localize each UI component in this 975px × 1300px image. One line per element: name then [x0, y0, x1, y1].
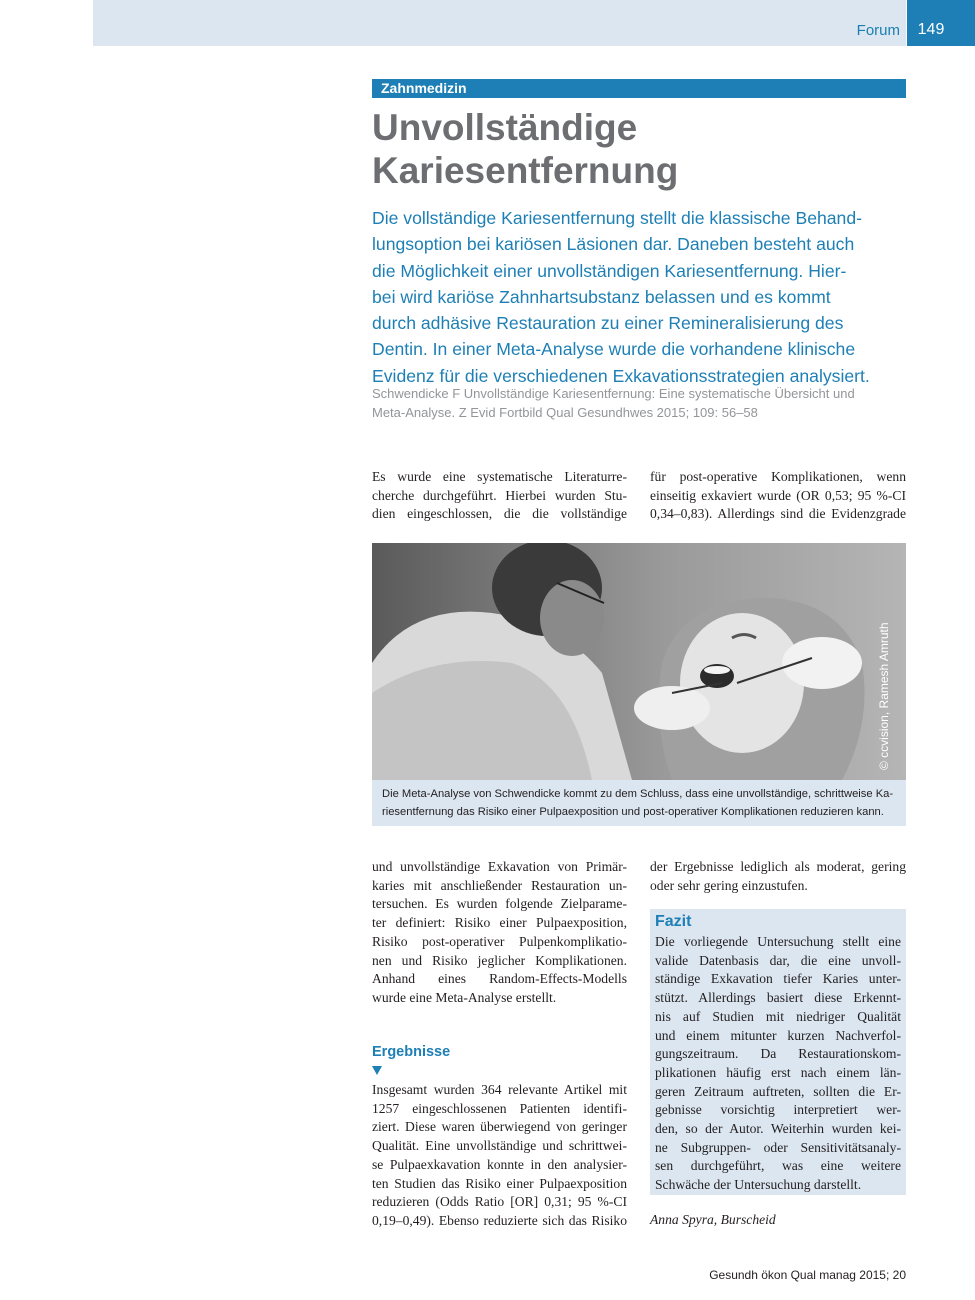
text-line: für post-operative Komplikationen, wenn [650, 469, 906, 484]
lead-line: bei wird kariöse Zahnhartsubstanz belassen und es kommt [372, 286, 831, 307]
caption-line: riesentfernung das Risiko einer Pulpaexposition und post-operativer Komplikationen reduzieren kann. [382, 805, 884, 818]
intro-left-column [372, 468, 627, 524]
intro-right-column [650, 468, 906, 524]
text-line: der Ergebnisse lediglich als moderat, gering [650, 859, 906, 874]
body-right-column [650, 858, 906, 895]
text-line: und unvollständige Exkavation von Primär- [372, 859, 627, 874]
category-label: Zahnmedizin [372, 79, 906, 98]
photo-credit: © ccvision, Ramesh Amruth [877, 622, 891, 770]
citation-line: Meta-Analyse. Z Evid Fortbild Qual Gesundhwes 2015; 109: 56–58 [372, 404, 758, 420]
text-line: ständige Exkavation tiefer Karies unter- [655, 971, 901, 987]
text-line: 0,19–0,49). Ebenso reduzierte sich das Risiko [372, 1212, 627, 1228]
text-line: dien eingeschlossen, die die vollständige [372, 506, 627, 522]
lead-paragraph [372, 205, 917, 389]
lead-line: durch adhäsive Restauration zu einer Remineralisierung des [372, 313, 844, 334]
fazit-heading: Fazit [655, 913, 692, 930]
text-line: valide Datenbasis dar, die eine unvoll- [655, 952, 901, 968]
author: Anna Spyra, Burscheid [650, 1212, 776, 1227]
text-line: nen und Risiko jeglicher Komplikationen. [372, 952, 627, 968]
text-line: plikationen häufig erst nach einem län- [655, 1064, 901, 1080]
footer-citation: Gesundh ökon Qual manag 2015; 20 [709, 1268, 906, 1282]
text-line: geren Zeitraum auftreten, sollten die Er- [655, 1083, 901, 1099]
lead-line: Evidenz für die verschiedenen Exkavationsstrategien analysiert. [372, 365, 870, 386]
fazit-text [655, 933, 901, 1195]
text-line: Insgesamt wurden 364 relevante Artikel mit [372, 1082, 627, 1097]
title-line: Unvollständige [372, 107, 638, 148]
text-line: Es wurde eine systematische Literaturre- [372, 469, 627, 484]
lead-line: lungsoption bei kariösen Läsionen dar. Daneben besteht auch [372, 234, 855, 255]
text-line: gungszeitraum. Da Restaurationskom- [655, 1046, 901, 1062]
citation [372, 385, 917, 422]
ergebnisse-text [372, 1081, 627, 1231]
text-line: cherche durchgeführt. Hierbei wurden Stu- [372, 487, 627, 503]
article-title [372, 106, 912, 192]
lead-line: die Möglichkeit einer unvollständigen Kariesentfernung. Hier- [372, 260, 847, 281]
text-line: sen durchgeführt, was eine weitere [655, 1158, 901, 1174]
text-line: Risiko post-operativer Pulpenkomplikatio- [372, 933, 627, 949]
text-line: einseitig exkaviert wurde (OR 0,53; 95 %-CI [650, 487, 906, 503]
text-line: stützt. Allerdings basiert diese Erkennt- [655, 990, 901, 1006]
lead-line: Die vollständige Kariesentfernung stellt die klassische Behand- [372, 208, 862, 228]
text-line: oder sehr gering einzustufen. [650, 877, 808, 893]
text-line: gebnisse vorsichtig interpretiert wer- [655, 1102, 901, 1118]
body-left-column [372, 858, 627, 1008]
text-line: reduzieren (Odds Ratio [OR] 0,31; 95 %-CI [372, 1194, 627, 1210]
dentist-photo [372, 543, 906, 780]
caption-line: Die Meta-Analyse von Schwendicke kommt zu dem Schluss, dass eine unvollständige, schrittweise Ka- [382, 788, 894, 800]
title-line: Kariesentfernung [372, 150, 679, 191]
page-number: 149 [917, 21, 945, 38]
text-line: Qualität. Eine unvollständige und schrittwei- [372, 1138, 627, 1154]
text-line: Schwäche der Untersuchung darstellt. [655, 1177, 862, 1193]
header-band [93, 0, 906, 46]
text-line: ne Subgruppen- oder Sensitivitätsanaly- [655, 1139, 901, 1155]
text-line: Die vorliegende Untersuchung stellt eine [655, 934, 901, 949]
page-number-box [907, 0, 975, 46]
figure-caption [372, 780, 906, 826]
text-line: den, so der Autor. Weiterhin wurden kei- [655, 1121, 901, 1137]
text-line: se Pulpaexkavation konnte in den analysier- [372, 1156, 627, 1172]
citation-line: Schwendicke F Unvollständige Kariesentfernung: Eine systematische Übersicht und [372, 386, 855, 401]
text-line: wurde eine Meta-Analyse erstellt. [372, 989, 557, 1005]
triangle-down-icon [372, 1066, 382, 1075]
text-line: ten Studien das Risiko einer Pulpaexposition [372, 1175, 627, 1191]
text-line: Anhand eines Random-Effects-Modells [372, 971, 627, 987]
text-line: ter definiert: Risiko einer Pulpaexposition, [372, 915, 627, 931]
text-line: und einem mitunter kurzen Nachverfol- [655, 1027, 901, 1043]
lead-line: Dentin. In einer Meta-Analyse wurde die vorhandene klinische [372, 339, 856, 360]
text-line: ziert. Diese waren überwiegend von geringer [372, 1119, 627, 1135]
section-label: Forum [856, 22, 900, 39]
text-line: karies mit anschließender Restauration un- [372, 877, 627, 893]
text-line: nis auf Studien mit niedriger Qualität [655, 1008, 901, 1024]
text-line: 0,34–0,83). Allerdings sind die Evidenzgrade [650, 506, 906, 522]
text-line: 1257 eingeschlossenen Patienten identifi- [372, 1100, 627, 1116]
text-line: tersuchen. Es wurden folgende Zielparame- [372, 896, 627, 912]
section-heading-ergebnisse: Ergebnisse [372, 1044, 451, 1060]
